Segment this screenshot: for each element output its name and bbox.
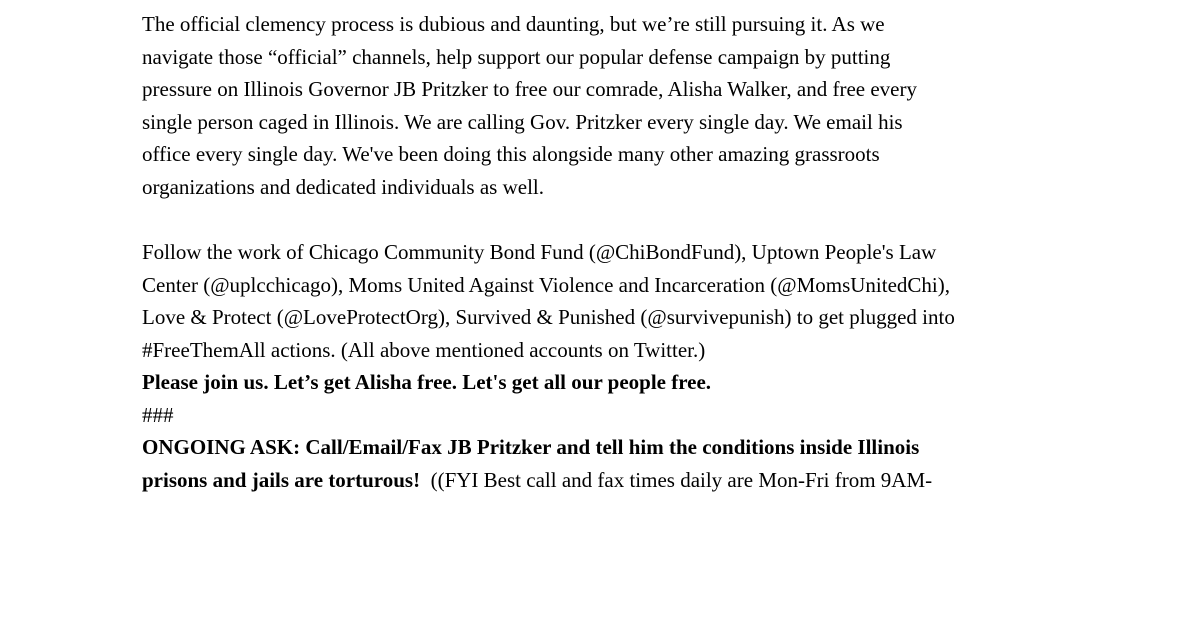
ask-heading-line: ONGOING ASK: Call/Email/Fax JB Pritzker and tell him the conditions inside Illinois <box>142 435 920 459</box>
paragraph-line: Follow the work of Chicago Community Bond Fund (@ChiBondFund), Uptown People's Law <box>142 240 937 264</box>
paragraph-line: Love & Protect (@LoveProtectOrg), Survived & Punished (@survivepunish) to get plugged into <box>142 305 955 329</box>
paragraph-line: navigate those “official” channels, help support our popular defense campaign by putting <box>142 44 891 69</box>
paragraph-line: Center (@uplcchicago), Moms United Against Violence and Incarceration (@MomsUnitedChi), <box>142 272 950 297</box>
document-body <box>142 8 1082 496</box>
paragraph-line: #FreeThemAll actions. (All above mentioned accounts on Twitter.) <box>142 337 706 362</box>
paragraph-line: pressure on Illinois Governor JB Pritzker to free our comrade, Alisha Walker, and free every <box>142 77 917 101</box>
ongoing-ask-paragraph <box>142 431 1082 496</box>
ask-call-times: ((FYI Best call and fax times daily are Mon-Fri from 9AM- <box>420 467 933 492</box>
join-statement: Please join us. Let’s get Alisha free. Let's get all our people free. <box>142 370 712 394</box>
paragraph-line: organizations and dedicated individuals as well. <box>142 174 545 199</box>
clemency-paragraph <box>142 8 1082 203</box>
paragraph-line: single person caged in Illinois. We are calling Gov. Pritzker every single day. We email his <box>142 109 903 134</box>
ask-line <box>142 464 1082 497</box>
section-separator: ### <box>142 402 174 427</box>
paragraph-line: office every single day. We've been doing this alongside many other amazing grassroots <box>142 142 880 166</box>
ask-emphasis: prisons and jails are torturous! <box>142 467 421 492</box>
paragraph-line: The official clemency process is dubious and daunting, but we’re still pursuing it. As we <box>142 12 885 36</box>
follow-paragraph <box>142 236 1082 366</box>
